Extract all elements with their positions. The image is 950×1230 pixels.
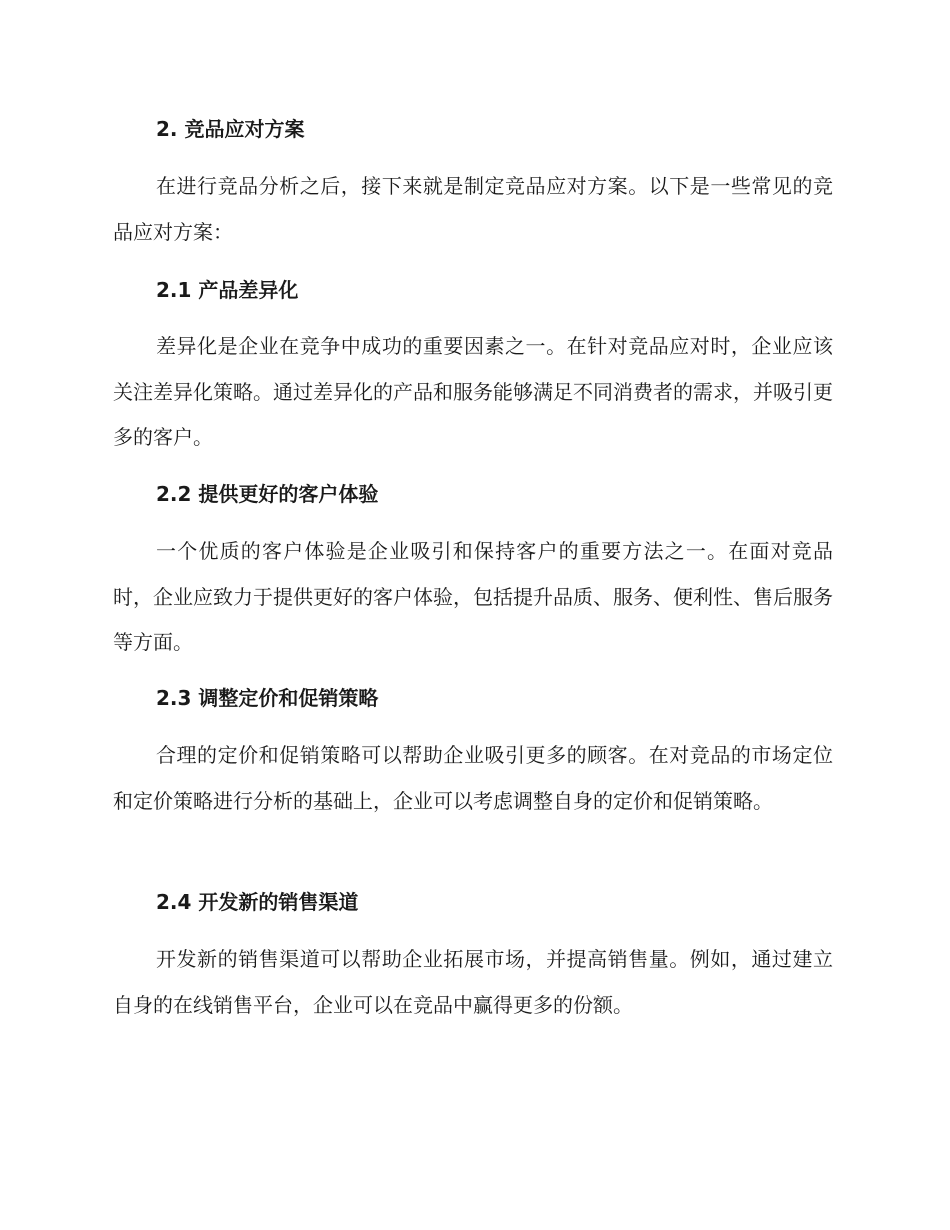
subsection-heading-2-2: 2.2 提供更好的客户体验 — [156, 482, 379, 506]
subsection-paragraph-2-1: 差异化是企业在竞争中成功的重要因素之一。在针对竞品应对时，企业应该关注差异化策略。通过差异化的产品和服务能够满足不同消费者的需求，并吸引更多的客户。 — [113, 334, 833, 449]
subsection-heading-2-3: 2.3 调整定价和促销策略 — [156, 686, 379, 710]
section-heading: 2. 竞品应对方案 — [156, 117, 305, 141]
subsection-paragraph-2-2: 一个优质的客户体验是企业吸引和保持客户的重要方法之一。在面对竞品时，企业应致力于提供更好的客户体验，包括提升品质、服务、便利性、售后服务等方面。 — [113, 539, 833, 654]
subsection-paragraph-2-4: 开发新的销售渠道可以帮助企业拓展市场，并提高销售量。例如，通过建立自身的在线销售平台，企业可以在竞品中赢得更多的份额。 — [113, 947, 833, 1017]
section-intro-paragraph: 在进行竞品分析之后，接下来就是制定竞品应对方案。以下是一些常见的竞品应对方案： — [113, 174, 833, 244]
subsection-heading-2-4: 2.4 开发新的销售渠道 — [156, 890, 359, 914]
subsection-heading-2-1: 2.1 产品差异化 — [156, 278, 299, 302]
subsection-paragraph-2-3: 合理的定价和促销策略可以帮助企业吸引更多的顾客。在对竞品的市场定位和定价策略进行分析的基础上，企业可以考虑调整自身的定价和促销策略。 — [113, 743, 833, 813]
